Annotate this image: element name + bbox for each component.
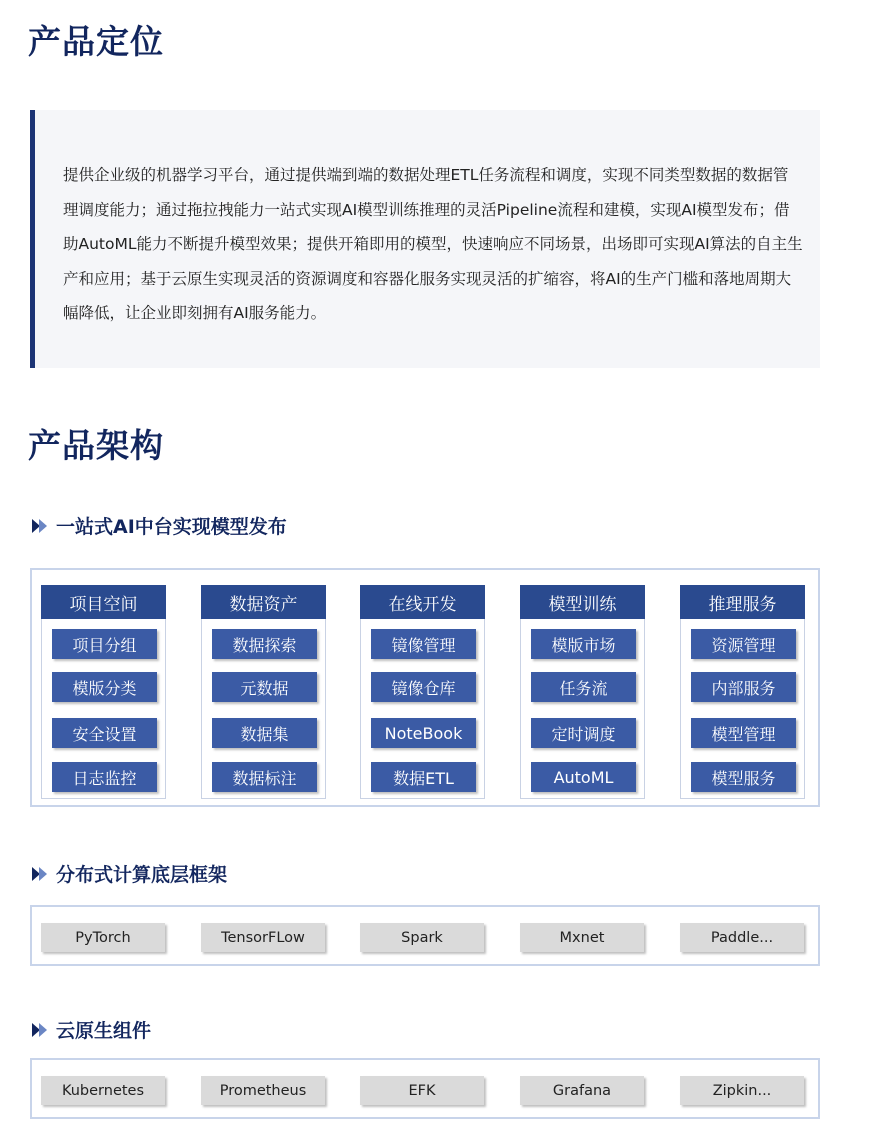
- column-header: 推理服务: [680, 585, 805, 619]
- module-item[interactable]: 模型服务: [691, 762, 796, 792]
- column-header: 模型训练: [520, 585, 645, 619]
- module-item[interactable]: 数据ETL: [371, 762, 476, 792]
- module-item[interactable]: 数据集: [212, 718, 317, 748]
- module-item[interactable]: 内部服务: [691, 672, 796, 702]
- framework-chip[interactable]: Paddle...: [680, 923, 804, 952]
- module-item[interactable]: AutoML: [531, 762, 636, 792]
- module-item[interactable]: 模型管理: [691, 718, 796, 748]
- product-architecture-title: 产品架构: [28, 426, 164, 465]
- cloud-native-heading: [30, 1016, 151, 1043]
- framework-chip[interactable]: Mxnet: [520, 923, 644, 952]
- component-chip[interactable]: Grafana: [520, 1076, 644, 1105]
- column-data-assets: [201, 585, 326, 799]
- module-item[interactable]: 安全设置: [52, 718, 157, 748]
- module-item[interactable]: 资源管理: [691, 629, 796, 659]
- module-item[interactable]: 模版分类: [52, 672, 157, 702]
- double-chevron-icon: [30, 864, 50, 884]
- framework-chip[interactable]: TensorFLow: [201, 923, 325, 952]
- positioning-panel: [30, 110, 820, 368]
- module-item[interactable]: 日志监控: [52, 762, 157, 792]
- double-chevron-icon: [30, 1020, 50, 1040]
- module-item[interactable]: 数据探索: [212, 629, 317, 659]
- module-item[interactable]: 镜像仓库: [371, 672, 476, 702]
- module-item[interactable]: 项目分组: [52, 629, 157, 659]
- column-header: 项目空间: [41, 585, 166, 619]
- module-item[interactable]: 定时调度: [531, 718, 636, 748]
- column-model-training: [520, 585, 645, 799]
- framework-chip[interactable]: Spark: [360, 923, 484, 952]
- module-item[interactable]: 元数据: [212, 672, 317, 702]
- module-item[interactable]: 模版市场: [531, 629, 636, 659]
- column-online-dev: [360, 585, 485, 799]
- module-item[interactable]: 任务流: [531, 672, 636, 702]
- column-project-space: [41, 585, 166, 799]
- frameworks-heading-label: 分布式计算底层框架: [56, 864, 228, 886]
- frameworks-heading: [30, 860, 227, 887]
- module-item[interactable]: 镜像管理: [371, 629, 476, 659]
- framework-chip[interactable]: PyTorch: [41, 923, 165, 952]
- column-header: 在线开发: [360, 585, 485, 619]
- cloud-native-heading-label: 云原生组件: [56, 1020, 152, 1042]
- module-item[interactable]: NoteBook: [371, 718, 476, 748]
- component-chip[interactable]: Prometheus: [201, 1076, 325, 1105]
- column-header: 数据资产: [201, 585, 326, 619]
- one-stop-heading: [30, 512, 287, 539]
- frameworks-panel: [30, 905, 820, 966]
- double-chevron-icon: [30, 516, 50, 536]
- component-chip[interactable]: Zipkin...: [680, 1076, 804, 1105]
- component-chip[interactable]: EFK: [360, 1076, 484, 1105]
- module-item[interactable]: 数据标注: [212, 762, 317, 792]
- one-stop-heading-label: 一站式AI中台实现模型发布: [56, 516, 287, 538]
- cloud-native-panel: [30, 1058, 820, 1119]
- positioning-description: 提供企业级的机器学习平台，通过提供端到端的数据处理ETL任务流程和调度，实现不同类型数据的数据管理调度能力；通过拖拉拽能力一站式实现AI模型训练推理的灵活Pipeline流程和建模，实现AI模型发布；借助AutoML能力不断提升模型效果；提供开箱即用的模型，快速响应不同场景，出场即可实现AI算法的自主生产和应用；基于云原生实现灵活的资源调度和容器化服务实现灵活的扩缩容，将AI的生产门槛和落地周期大幅降低，让企业即刻拥有AI服务能力。: [63, 166, 803, 322]
- column-inference-service: [680, 585, 805, 799]
- component-chip[interactable]: Kubernetes: [41, 1076, 165, 1105]
- product-positioning-title: 产品定位: [28, 22, 164, 61]
- architecture-panel: [30, 568, 820, 807]
